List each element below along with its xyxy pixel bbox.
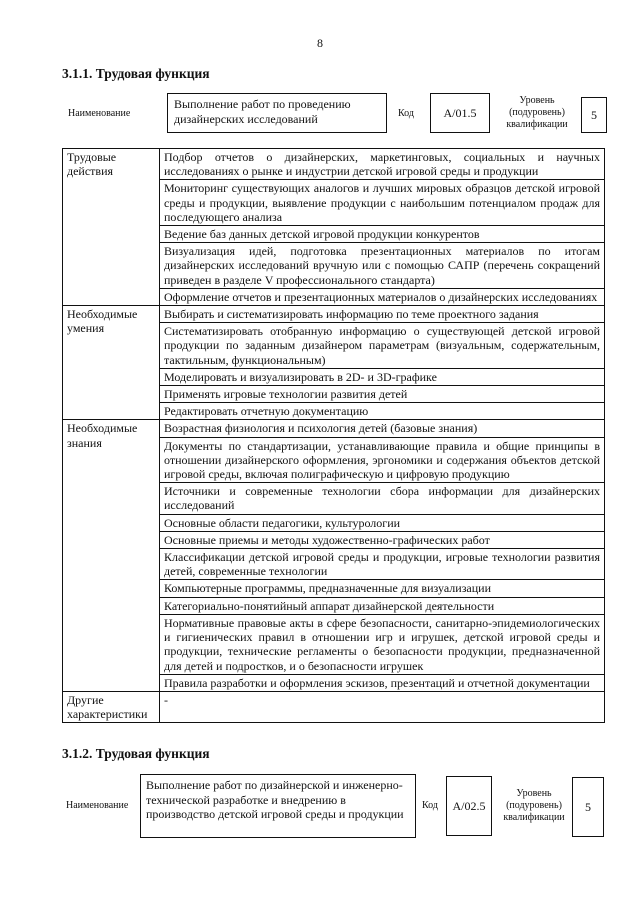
- requirement-text: Основные области педагогики, культурологии: [160, 514, 605, 531]
- name-value-2: Выполнение работ по дизайнерской и инженерно-технической разработке и внедрению в производство детской игровой среды и продукции: [140, 774, 416, 838]
- requirement-text: Источники и современные технологии сбора информации для дизайнерских исследований: [160, 483, 605, 514]
- code-label-2: Код: [422, 800, 438, 811]
- requirement-text: Возрастная физиология и психология детей (базовые знания): [160, 420, 605, 437]
- requirement-text: Систематизировать отобранную информацию о существующей детской игровой продукции по заданным дизайнером параметрам (визуальным, содержательным, тактильным, функциональным): [160, 323, 605, 369]
- code-label-1: Код: [398, 108, 414, 119]
- group-label: Трудовые действия: [63, 149, 160, 306]
- requirement-text: Подбор отчетов о дизайнерских, маркетинговых, социальных и научных исследованиях о рынке и индустрии детской игровой среды и продукции: [160, 149, 605, 180]
- requirement-text: Нормативные правовые акты в сфере безопасности, санитарно-эпидемиологических и гигиенических правил в отношении игр и игрушек, детской игровой среды и продукции, технические регламенты о безопасности продукции, предназначенной для детей и подростков, и о безопасности игрушек: [160, 614, 605, 674]
- code-value-2: А/02.5: [446, 776, 492, 836]
- code-value-1: А/01.5: [430, 93, 490, 133]
- level-value-2: 5: [572, 777, 604, 837]
- table-row: [63, 149, 605, 180]
- requirement-text: -: [160, 691, 605, 722]
- level-label-2: Уровень (подуровень) квалификации: [503, 788, 565, 823]
- name-value-1: Выполнение работ по проведению дизайнерских исследований: [167, 93, 387, 133]
- section-heading-2: 3.1.2. Трудовая функция: [62, 746, 210, 761]
- requirement-text: Правила разработки и оформления эскизов, презентаций и отчетной документации: [160, 674, 605, 691]
- group-label: Необходимые умения: [63, 306, 160, 420]
- requirement-text: Визуализация идей, подготовка презентационных материалов по итогам дизайнерских исследований вручную или с помощью САПР (перечень сокращений приведен в разделе V профессионального стандарта): [160, 243, 605, 289]
- labor-function-table: [62, 148, 605, 723]
- level-value-1: 5: [581, 97, 607, 133]
- requirement-text: Моделировать и визуализировать в 2D- и 3D-графике: [160, 368, 605, 385]
- table-row: [63, 420, 605, 437]
- requirement-text: Классификации детской игровой среды и продукции, игровые технологии развития детей, современные технологии: [160, 549, 605, 580]
- requirement-text: Мониторинг существующих аналогов и лучших мировых образцов детской игровой среды и продукции, выявление продукции с наибольшим потенциалом продаж для последующего анализа: [160, 180, 605, 226]
- requirement-text: Оформление отчетов и презентационных материалов о дизайнерских исследованиях: [160, 288, 605, 305]
- name-label-1: Наименование: [68, 108, 131, 119]
- table-row: [63, 691, 605, 722]
- requirement-text: Применять игровые технологии развития детей: [160, 386, 605, 403]
- requirement-text: Компьютерные программы, предназначенные для визуализации: [160, 580, 605, 597]
- page-number: 8: [317, 36, 323, 50]
- group-label: Другие характеристики: [63, 691, 160, 722]
- requirement-text: Редактировать отчетную документацию: [160, 403, 605, 420]
- requirement-text: Выбирать и систематизировать информацию по теме проектного задания: [160, 306, 605, 323]
- table-row: [63, 306, 605, 323]
- name-label-2: Наименование: [66, 800, 129, 811]
- level-label-1: Уровень (подуровень) квалификации: [506, 95, 568, 130]
- requirement-text: Документы по стандартизации, устанавливающие правила и общие принципы в отношении дизайнерского оформления, эргономики и содержания объектов детской игровой среды, включая полиграфическую и цифровую продукцию: [160, 437, 605, 483]
- requirement-text: Категориально-понятийный аппарат дизайнерской деятельности: [160, 597, 605, 614]
- table-body: [63, 149, 605, 723]
- group-label: Необходимые знания: [63, 420, 160, 691]
- requirement-text: Ведение баз данных детской игровой продукции конкурентов: [160, 226, 605, 243]
- requirement-text: Основные приемы и методы художественно-графических работ: [160, 531, 605, 548]
- section-heading-1: 3.1.1. Трудовая функция: [62, 66, 210, 81]
